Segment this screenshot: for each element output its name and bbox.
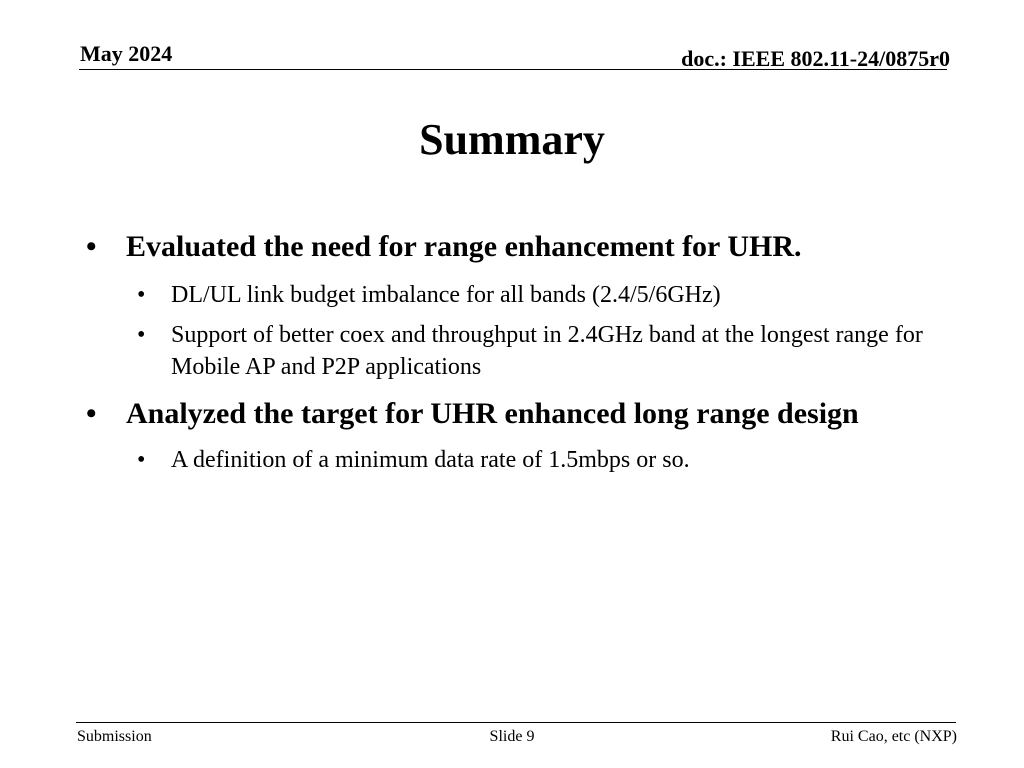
header-document-id: doc.: IEEE 802.11-24/0875r0 xyxy=(681,46,950,71)
footer-divider xyxy=(76,722,956,723)
sub-bullet-item-1-1 xyxy=(137,279,957,311)
sub-bullet-icon: • xyxy=(137,447,146,473)
bullet-text: Analyzed the target for UHR enhanced long range design xyxy=(126,397,859,430)
sub-bullet-icon: • xyxy=(137,282,146,308)
bullet-icon: • xyxy=(86,397,97,430)
sub-bullet-text: A definition of a minimum data rate of 1.5mbps or so. xyxy=(171,447,690,473)
bullet-text: Evaluated the need for range enhancement for UHR. xyxy=(126,230,802,263)
sub-bullet-icon: • xyxy=(137,322,146,348)
sub-bullet-text: DL/UL link budget imbalance for all bands (2.4/5/6GHz) xyxy=(171,282,721,308)
footer-slide-number: Slide 9 xyxy=(489,728,535,745)
sub-bullet-text: Support of better coex and throughput in 2.4GHz band at the longest range for Mobile AP and P2P applications xyxy=(171,322,923,380)
footer-author: Rui Cao, etc (NXP) xyxy=(830,728,957,745)
sub-bullet-item-1-2 xyxy=(137,319,957,383)
slide-title: Summary xyxy=(419,115,605,164)
bullet-icon: • xyxy=(86,230,97,263)
header-date: May 2024 xyxy=(80,41,173,66)
sub-bullet-item-2-1 xyxy=(137,444,957,476)
footer-submission: Submission xyxy=(77,728,152,745)
